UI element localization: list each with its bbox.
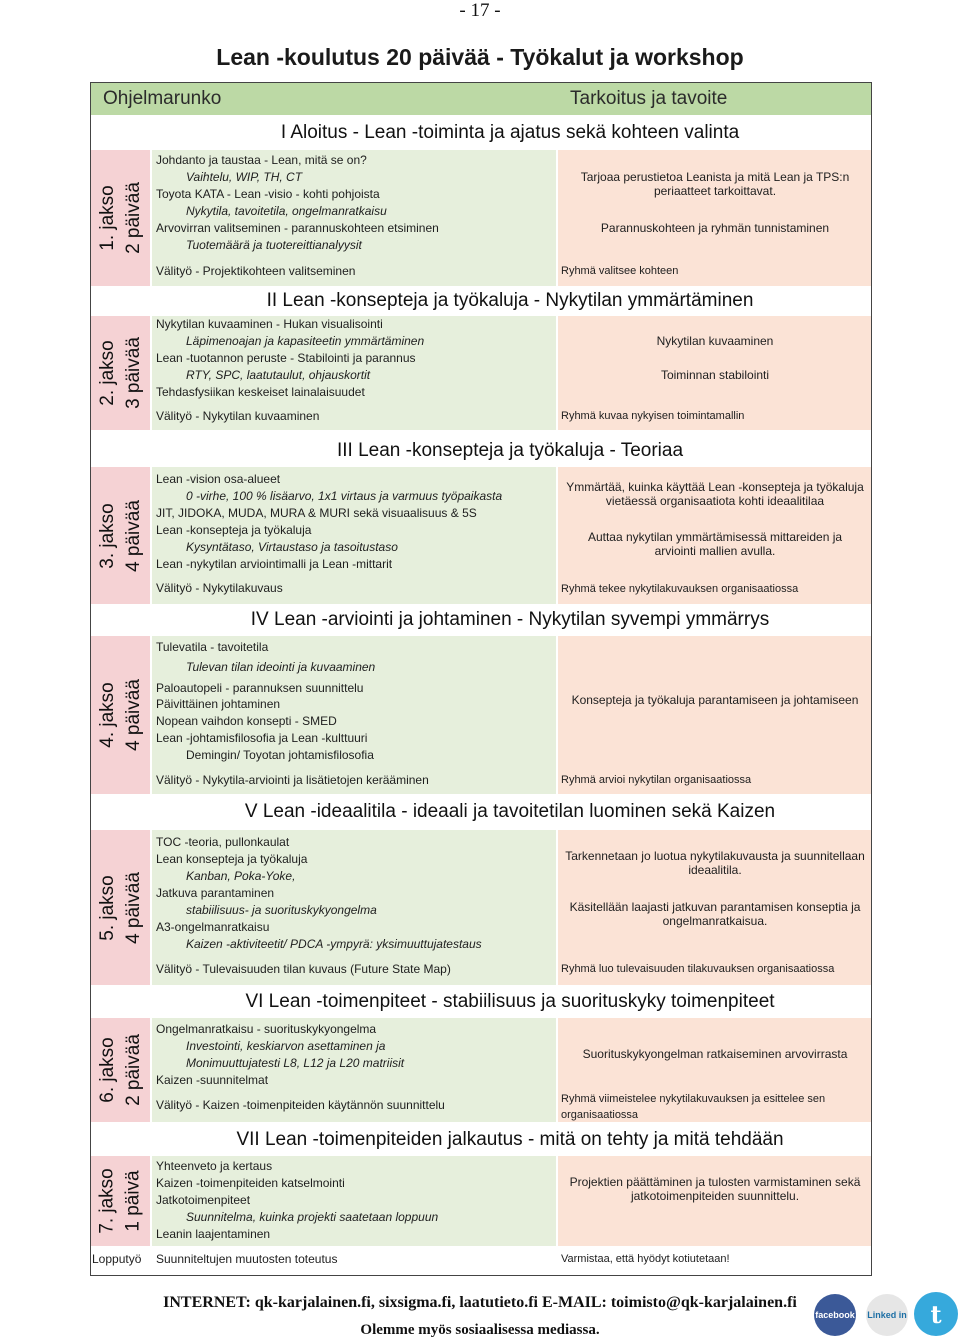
interim-task: Välityö - Tulevaisuuden tilan kuvaus (Future State Map)	[156, 962, 451, 976]
list-item: Johdanto ja taustaa - Lean, mitä se on?	[156, 153, 367, 167]
section-heading: I Aloitus - Lean -toiminta ja ajatus sekä kohteen valinta	[280, 122, 740, 143]
list-item: Lean konsepteja ja työkaluja	[156, 852, 308, 866]
list-item: Läpimenoajan ja kapasiteetin ymmärtäminen	[186, 334, 425, 348]
period-label	[91, 830, 150, 985]
goal-text: Ymmärtää, kuinka käyttää Lean -konsepteja ja työkaluja vietäessä organisaatiota kohti ideaalitilaa	[566, 480, 864, 508]
period-label	[91, 316, 150, 430]
list-item: Tulevatila - tavoitetila	[156, 640, 269, 654]
list-item: Kaizen -toimenpiteiden katselmointi	[156, 1176, 345, 1190]
goal-text: Tarkennetaan jo luotua nykytilakuvausta ja suunnitellaan ideaalitila.	[565, 849, 865, 877]
goal-interim-task: Ryhmä viimeistelee nykytilakuvauksen ja esittelee sen organisaatiossa	[561, 1093, 826, 1121]
list-item: Nykytila, tavoitetila, ongelmanratkaisu	[186, 204, 387, 218]
period-label	[91, 467, 150, 604]
linkedin-icon[interactable]	[866, 1294, 908, 1336]
twitter-icon-label: t	[930, 1299, 942, 1329]
list-item: Lean -johtamisfilosofia ja Lean -kulttuuri	[156, 731, 368, 745]
period-label	[91, 636, 150, 794]
list-item: Kanban, Poka-Yoke,	[186, 869, 296, 883]
list-item: Kaizen -suunnitelmat	[156, 1073, 269, 1087]
period-label	[91, 1156, 150, 1246]
list-item: Lean -nykytilan arviointimalli ja Lean -mittarit	[156, 557, 393, 571]
period-name: 3. jakso	[96, 502, 118, 569]
list-item: JIT, JIDOKA, MUDA, MURA & MURI sekä visuaalisuus & 5S	[156, 506, 477, 520]
period-name: 4. jakso	[96, 682, 118, 748]
period-name: 1. jakso	[96, 185, 118, 251]
final-work-goal: Varmistaa, että hyödyt kotiutetaan!	[561, 1253, 730, 1265]
list-item: TOC -teoria, pullonkaulat	[156, 835, 290, 849]
list-item: Kysyntätaso, Virtaustaso ja tasoitustaso	[186, 540, 398, 554]
period-days: 4 päivää	[122, 499, 144, 572]
list-item: Jatkotoimenpiteet	[156, 1193, 251, 1207]
period-days: 4 päivää	[122, 679, 144, 751]
period-name: 2. jakso	[96, 340, 118, 406]
list-item: Monimuuttujatesti L8, L12 ja L20 matriisit	[186, 1056, 405, 1070]
goal-text: Suorituskykyongelman ratkaiseminen arvovirrasta	[582, 1047, 848, 1061]
period-days: 2 päivää	[122, 1034, 144, 1106]
goal-cell	[558, 636, 871, 794]
header-program-label: Ohjelmarunko	[103, 88, 222, 109]
list-item: Lean -tuotannon peruste - Stabilointi ja parannus	[156, 351, 416, 365]
facebook-icon-label: facebook	[815, 1310, 855, 1320]
goal-text: Toiminnan stabilointi	[660, 368, 770, 382]
list-item: RTY, SPC, laatutaulut, ohjauskortit	[186, 368, 371, 382]
list-item: Lean -konsepteja ja työkaluja	[156, 523, 312, 537]
page-number: - 17 -	[459, 0, 501, 21]
list-item: Päivittäinen johtaminen	[156, 697, 281, 711]
contact-line: INTERNET: qk-karjalainen.fi, sixsigma.fi, laatutieto.fi E-MAIL: toimisto@qk-karjalainen.fi	[163, 1294, 797, 1311]
period-days: 1 päivä	[122, 1170, 144, 1232]
section-heading: VI Lean -toimenpiteet - stabiilisuus ja suorituskyky toimenpiteet	[245, 991, 775, 1012]
section-heading: V Lean -ideaalitila - ideaali ja tavoitetilan luominen sekä Kaizen	[244, 801, 776, 822]
period-name: 6. jakso	[96, 1037, 118, 1103]
list-item: Paloautopeli - parannuksen suunnittelu	[156, 681, 364, 695]
list-item: Nykytilan kuvaaminen - Hukan visualisointi	[156, 317, 383, 331]
list-item: Investointi, keskiarvon asettaminen ja	[186, 1039, 386, 1053]
goal-text: Parannuskohteen ja ryhmän tunnistaminen	[600, 221, 830, 235]
goal-text: Käsitellään laajasti jatkuvan parantamisen konseptia ja ongelmanratkaisua.	[569, 900, 861, 928]
list-item: Lean -vision osa-alueet	[156, 472, 281, 486]
list-item: Ongelmanratkaisu - suorituskykyongelma	[156, 1022, 377, 1036]
goal-interim-task: Ryhmä kuvaa nykyisen toimintamallin	[561, 410, 745, 422]
list-item: A3-ongelmanratkaisu	[156, 920, 270, 934]
period-name: 5. jakso	[96, 874, 118, 941]
period-label	[91, 150, 150, 286]
interim-task: Välityö - Nykytilan kuvaaminen	[156, 409, 320, 423]
section-heading: II Lean -konsepteja ja työkaluja - Nykytilan ymmärtäminen	[266, 290, 754, 311]
list-item: Tuotemäärä ja tuotereittianalyysit	[186, 238, 362, 252]
list-item: Kaizen -aktiviteetit/ PDCA -ympyrä: yksimuuttujatestaus	[186, 937, 482, 951]
interim-task: Välityö - Projektikohteen valitseminen	[156, 264, 356, 278]
final-work-text: Suunniteltujen muutosten toteutus	[156, 1252, 338, 1266]
goal-text: Projektien päättäminen ja tulosten varmistaminen sekä jatkotoimenpiteiden suunnittelu.	[569, 1175, 861, 1203]
header-goal-label: Tarkoitus ja tavoite	[570, 88, 728, 109]
list-item: 0 -virhe, 100 % lisäarvo, 1x1 virtaus ja varmuus työpaikasta	[186, 489, 503, 503]
list-item: Tulevan tilan ideointi ja kuvaaminen	[186, 660, 376, 674]
goal-text: Nykytilan kuvaaminen	[656, 334, 774, 348]
interim-task: Välityö - Kaizen -toimenpiteiden käytännön suunnittelu	[156, 1098, 445, 1112]
goal-interim-task: Ryhmä arvioi nykytilan organisaatiossa	[561, 774, 752, 786]
goal-interim-task: Ryhmä luo tulevaisuuden tilakuvauksen organisaatiossa	[561, 963, 835, 975]
period-days: 4 päivää	[122, 871, 144, 944]
list-item: Suunnitelma, kuinka projekti saatetaan loppuun	[186, 1210, 439, 1224]
goal-text: Auttaa nykytilan ymmärtämisessä mittareiden ja arviointi mallien avulla.	[587, 530, 843, 558]
goal-text: Konsepteja ja työkaluja parantamiseen ja johtamiseen	[571, 693, 859, 707]
facebook-icon[interactable]	[814, 1294, 856, 1336]
twitter-icon[interactable]	[914, 1292, 958, 1336]
list-item: Jatkuva parantaminen	[156, 886, 275, 900]
period-days: 2 päivää	[122, 182, 144, 254]
list-item: Vaihtelu, WIP, TH, CT	[186, 170, 303, 184]
section-heading: VII Lean -toimenpiteiden jalkautus - mitä on tehty ja mitä tehdään	[236, 1129, 784, 1150]
list-item: Tehdasfysiikan keskeiset lainalaisuudet	[156, 385, 365, 399]
page-title: Lean -koulutus 20 päivää - Työkalut ja workshop	[216, 44, 744, 70]
section-heading: IV Lean -arviointi ja johtaminen - Nykytilan syvempi ymmärrys	[250, 609, 770, 630]
goal-interim-task: Ryhmä tekee nykytilakuvauksen organisaatiossa	[561, 583, 799, 595]
list-item: Demingin/ Toyotan johtamisfilosofia	[186, 748, 374, 762]
linkedin-icon-label: Linked in	[867, 1310, 907, 1320]
section-heading: III Lean -konsepteja ja työkaluja - Teoriaa	[336, 440, 684, 461]
period-days: 3 päivää	[122, 337, 144, 409]
social-media-note: Olemme myös sosiaalisessa mediassa.	[360, 1322, 600, 1338]
goal-interim-task: Ryhmä valitsee kohteen	[561, 265, 679, 277]
list-item: Yhteenveto ja kertaus	[156, 1159, 273, 1173]
period-label	[91, 1018, 150, 1122]
list-item: Nopean vaihdon konsepti - SMED	[156, 714, 337, 728]
period-name: 7. jakso	[96, 1168, 118, 1234]
list-item: stabiilisuus- ja suorituskykyongelma	[186, 903, 377, 917]
list-item: Arvovirran valitseminen - parannuskohteen etsiminen	[156, 221, 439, 235]
list-item: Leanin laajentaminen	[156, 1227, 271, 1241]
interim-task: Välityö - Nykytila-arviointi ja lisätietojen kerääminen	[156, 773, 429, 787]
final-work-label: Lopputyö	[92, 1252, 142, 1266]
goal-text: Tarjoaa perustietoa Leanista ja mitä Lean ja TPS:n periaatteet tarkoittavat.	[580, 170, 850, 198]
interim-task: Välityö - Nykytilakuvaus	[156, 581, 283, 595]
list-item: Toyota KATA - Lean -visio - kohti pohjoista	[156, 187, 380, 201]
